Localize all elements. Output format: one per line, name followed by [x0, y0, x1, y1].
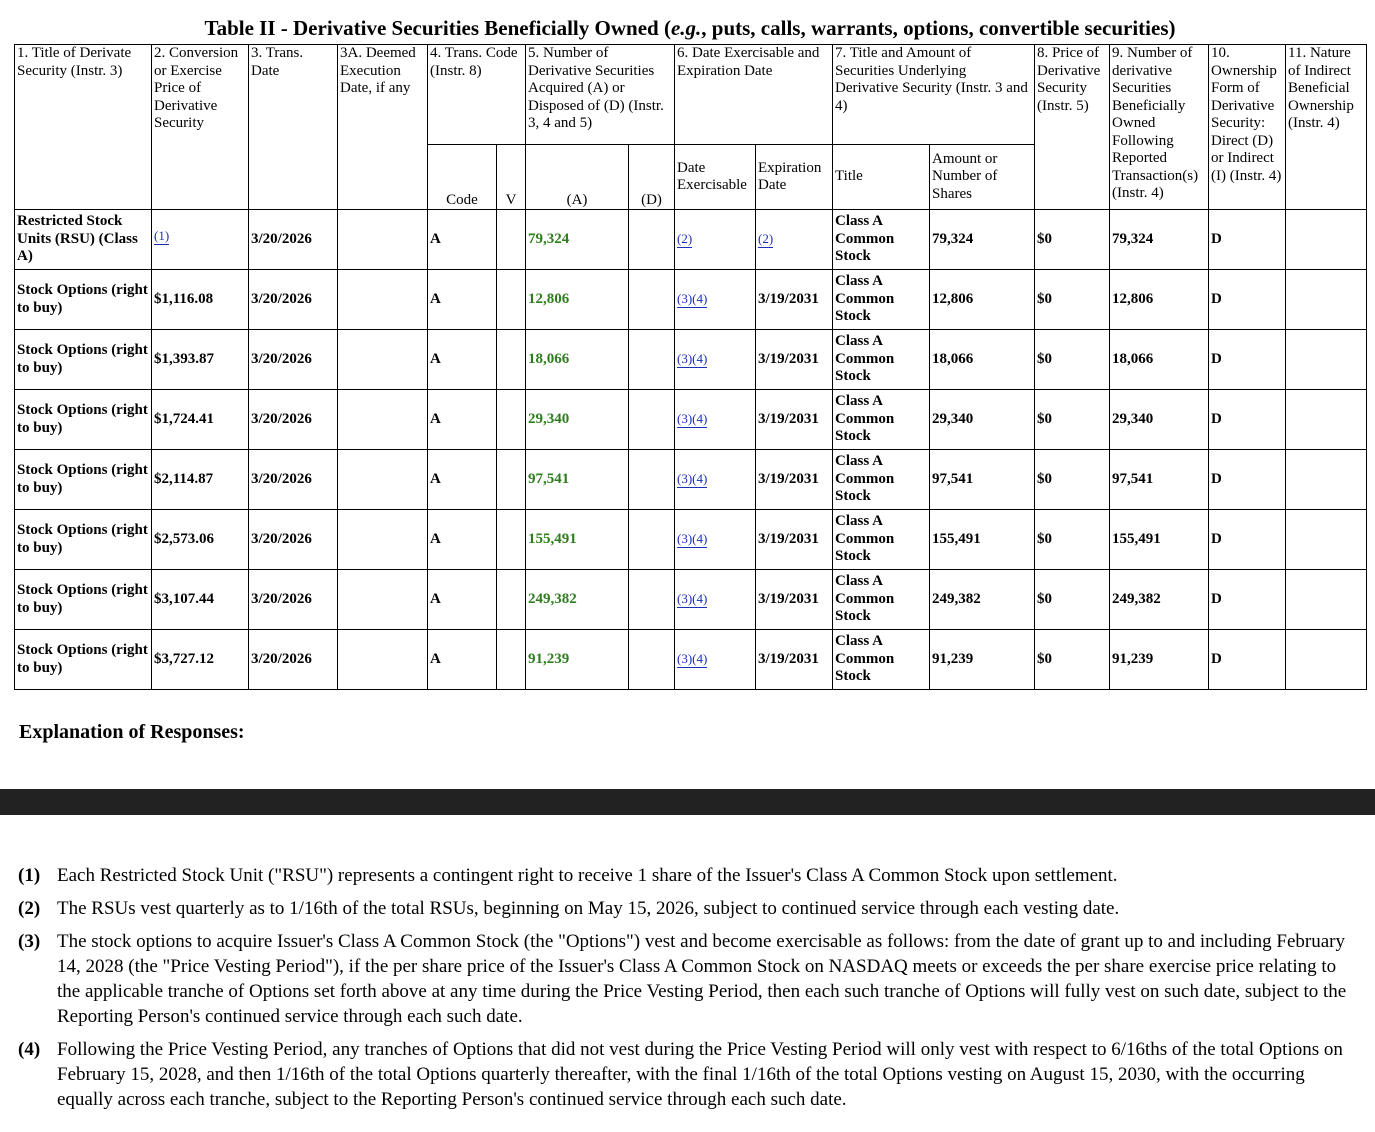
footnote-link[interactable]: (2)	[758, 231, 774, 247]
table-row	[15, 270, 1367, 330]
conversion-price: $3,107.44	[152, 570, 249, 630]
footnote-text: Following the Price Vesting Period, any tranches of Options that did not vest during the Price Vesting Period will only vest with respect to 6/16ths of the total Options on February 15, 2028, and then 1/16th of the total Options quarterly thereafter, with the final 1/16th of the total Options vesting on August 15, 2030, with the occurring equally across each tranche, subject to the Reporting Person's continued service through each such date.	[57, 1039, 1343, 1110]
amount-disposed	[629, 450, 675, 510]
table-row	[15, 630, 1367, 690]
table-row	[15, 570, 1367, 630]
header-expiration-date: Expiration Date	[756, 145, 833, 210]
expiration-date	[756, 210, 833, 270]
underlying-title: Class A Common Stock	[833, 630, 930, 690]
underlying-amount: 12,806	[930, 270, 1035, 330]
nature-of-ownership	[1286, 510, 1367, 570]
table-row	[15, 510, 1367, 570]
underlying-amount: 249,382	[930, 570, 1035, 630]
header-col11: 11. Nature of Indirect Beneficial Ownership (Instr. 4)	[1286, 45, 1367, 210]
underlying-title: Class A Common Stock	[833, 510, 930, 570]
trans-date: 3/20/2026	[249, 510, 338, 570]
footnote-id: (2)	[18, 898, 41, 919]
header-col3: 3. Trans. Date	[249, 45, 338, 210]
footnote-text: The stock options to acquire Issuer's Class A Common Stock (the "Options") vest and become exercisable as follows: from the date of grant up to and including February 14, 2028 (the "Price Vesting Period"), if the per share price of the Issuer's Class A Common Stock on NASDAQ meets or exceeds the per share exercise price relating to the applicable tranche of Options set forth above at any time during the Price Vesting Period, then each such tranche of Options will fully vest on such date, subject to the Reporting Person's continued service through each such date.	[57, 931, 1347, 1027]
underlying-amount: 18,066	[930, 330, 1035, 390]
conversion-price: $3,727.12	[152, 630, 249, 690]
amount-acquired: 97,541	[526, 450, 629, 510]
ownership-form: D	[1209, 570, 1286, 630]
ownership-form: D	[1209, 390, 1286, 450]
owned-following: 12,806	[1110, 270, 1209, 330]
trans-date: 3/20/2026	[249, 330, 338, 390]
trans-code: A	[428, 330, 497, 390]
trans-date: 3/20/2026	[249, 630, 338, 690]
deemed-date	[338, 630, 428, 690]
section-divider-bar	[0, 789, 1375, 815]
date-exercisable	[675, 210, 756, 270]
conversion-price: $2,573.06	[152, 510, 249, 570]
footnote-link[interactable]: (3)(4)	[677, 291, 708, 307]
table-row	[15, 450, 1367, 510]
underlying-amount: 79,324	[930, 210, 1035, 270]
trans-code: A	[428, 450, 497, 510]
footnote-id: (1)	[18, 865, 41, 886]
nature-of-ownership	[1286, 570, 1367, 630]
conversion-price	[152, 210, 249, 270]
nature-of-ownership	[1286, 330, 1367, 390]
expiration-date: 3/19/2031	[756, 630, 833, 690]
header-col4: 4. Trans. Code (Instr. 8)	[428, 45, 526, 145]
underlying-title: Class A Common Stock	[833, 570, 930, 630]
footnote-link[interactable]: (3)(4)	[677, 651, 708, 667]
footnote-link[interactable]: (1)	[154, 228, 170, 244]
derivative-price: $0	[1035, 570, 1110, 630]
expiration-date: 3/19/2031	[756, 390, 833, 450]
underlying-title: Class A Common Stock	[833, 270, 930, 330]
header-col1: 1. Title of Derivate Security (Instr. 3)	[15, 45, 152, 210]
table-title: Table II - Derivative Securities Beneficially Owned (e.g., puts, calls, warrants, options, convertible securities)	[204, 16, 1176, 40]
v-cell	[497, 210, 526, 270]
expiration-date: 3/19/2031	[756, 270, 833, 330]
amount-acquired: 249,382	[526, 570, 629, 630]
derivative-price: $0	[1035, 270, 1110, 330]
ownership-form: D	[1209, 450, 1286, 510]
owned-following: 155,491	[1110, 510, 1209, 570]
derivative-price: $0	[1035, 330, 1110, 390]
deemed-date	[338, 330, 428, 390]
ownership-form: D	[1209, 630, 1286, 690]
derivative-price: $0	[1035, 210, 1110, 270]
footnote-link[interactable]: (3)(4)	[677, 531, 708, 547]
footnote-text: The RSUs vest quarterly as to 1/16th of the total RSUs, beginning on May 15, 2026, subject to continued service through each vesting date.	[57, 898, 1120, 919]
footnote-link[interactable]: (3)(4)	[677, 411, 708, 427]
date-exercisable	[675, 450, 756, 510]
conversion-price: $2,114.87	[152, 450, 249, 510]
header-col5: 5. Number of Derivative Securities Acquired (A) or Disposed of (D) (Instr. 3, 4 and 5)	[526, 45, 675, 145]
footnote-item	[18, 863, 1363, 888]
trans-date: 3/20/2026	[249, 270, 338, 330]
owned-following: 97,541	[1110, 450, 1209, 510]
underlying-title: Class A Common Stock	[833, 330, 930, 390]
conversion-price: $1,116.08	[152, 270, 249, 330]
v-cell	[497, 450, 526, 510]
derivative-price: $0	[1035, 630, 1110, 690]
underlying-amount: 97,541	[930, 450, 1035, 510]
security-title: Stock Options (right to buy)	[15, 630, 152, 690]
expiration-date: 3/19/2031	[756, 450, 833, 510]
header-col6: 6. Date Exercisable and Expiration Date	[675, 45, 833, 145]
header-code: Code	[428, 145, 497, 210]
v-cell	[497, 570, 526, 630]
expiration-date: 3/19/2031	[756, 570, 833, 630]
security-title: Stock Options (right to buy)	[15, 450, 152, 510]
ownership-form: D	[1209, 330, 1286, 390]
header-col7: 7. Title and Amount of Securities Underlying Derivative Security (Instr. 3 and 4)	[833, 45, 1035, 145]
deemed-date	[338, 390, 428, 450]
nature-of-ownership	[1286, 270, 1367, 330]
derivative-price: $0	[1035, 450, 1110, 510]
header-v: V	[497, 145, 526, 210]
v-cell	[497, 330, 526, 390]
trans-code: A	[428, 210, 497, 270]
footnote-id: (4)	[18, 1039, 41, 1060]
amount-acquired: 12,806	[526, 270, 629, 330]
header-col2: 2. Conversion or Exercise Price of Derivative Security	[152, 45, 249, 210]
derivative-price: $0	[1035, 390, 1110, 450]
v-cell	[497, 630, 526, 690]
underlying-amount: 29,340	[930, 390, 1035, 450]
underlying-title: Class A Common Stock	[833, 390, 930, 450]
amount-disposed	[629, 330, 675, 390]
trans-date: 3/20/2026	[249, 390, 338, 450]
nature-of-ownership	[1286, 630, 1367, 690]
header-underlying-amount: Amount or Number of Shares	[930, 145, 1035, 210]
deemed-date	[338, 210, 428, 270]
trans-code: A	[428, 510, 497, 570]
trans-date: 3/20/2026	[249, 210, 338, 270]
amount-disposed	[629, 270, 675, 330]
header-date-exercisable: Date Exercisable	[675, 145, 756, 210]
nature-of-ownership	[1286, 390, 1367, 450]
conversion-price: $1,724.41	[152, 390, 249, 450]
footnote-link[interactable]: (3)(4)	[677, 351, 708, 367]
owned-following: 18,066	[1110, 330, 1209, 390]
conversion-price: $1,393.87	[152, 330, 249, 390]
trans-code: A	[428, 270, 497, 330]
date-exercisable	[675, 510, 756, 570]
deemed-date	[338, 450, 428, 510]
derivative-price: $0	[1035, 510, 1110, 570]
deemed-date	[338, 570, 428, 630]
footnote-item	[18, 896, 1363, 921]
footnotes-list	[18, 863, 1363, 1120]
ownership-form: D	[1209, 510, 1286, 570]
trans-code: A	[428, 570, 497, 630]
security-title: Stock Options (right to buy)	[15, 270, 152, 330]
security-title: Stock Options (right to buy)	[15, 390, 152, 450]
footnote-item	[18, 1037, 1363, 1112]
amount-disposed	[629, 510, 675, 570]
footnote-text: Each Restricted Stock Unit ("RSU") represents a contingent right to receive 1 share of the Issuer's Class A Common Stock upon settlement.	[57, 865, 1118, 886]
underlying-amount: 155,491	[930, 510, 1035, 570]
security-title: Stock Options (right to buy)	[15, 330, 152, 390]
trans-date: 3/20/2026	[249, 570, 338, 630]
deemed-date	[338, 270, 428, 330]
header-col8: 8. Price of Derivative Security (Instr. 5)	[1035, 45, 1110, 210]
owned-following: 91,239	[1110, 630, 1209, 690]
footnote-id: (3)	[18, 931, 41, 952]
date-exercisable	[675, 270, 756, 330]
date-exercisable	[675, 630, 756, 690]
owned-following: 249,382	[1110, 570, 1209, 630]
owned-following: 29,340	[1110, 390, 1209, 450]
trans-date: 3/20/2026	[249, 450, 338, 510]
trans-code: A	[428, 630, 497, 690]
security-title: Stock Options (right to buy)	[15, 570, 152, 630]
amount-disposed	[629, 630, 675, 690]
footnote-item	[18, 929, 1363, 1029]
table-row	[15, 390, 1367, 450]
amount-acquired: 29,340	[526, 390, 629, 450]
date-exercisable	[675, 390, 756, 450]
amount-acquired: 155,491	[526, 510, 629, 570]
footnote-link[interactable]: (3)(4)	[677, 471, 708, 487]
v-cell	[497, 270, 526, 330]
table-row	[15, 330, 1367, 390]
amount-disposed	[629, 210, 675, 270]
underlying-amount: 91,239	[930, 630, 1035, 690]
ownership-form: D	[1209, 270, 1286, 330]
date-exercisable	[675, 330, 756, 390]
v-cell	[497, 390, 526, 450]
amount-disposed	[629, 390, 675, 450]
header-col3a: 3A. Deemed Execution Date, if any	[338, 45, 428, 210]
header-disposed: (D)	[629, 145, 675, 210]
amount-acquired: 79,324	[526, 210, 629, 270]
footnote-link[interactable]: (3)(4)	[677, 591, 708, 607]
nature-of-ownership	[1286, 210, 1367, 270]
ownership-form: D	[1209, 210, 1286, 270]
owned-following: 79,324	[1110, 210, 1209, 270]
security-title: Restricted Stock Units (RSU) (Class A)	[15, 210, 152, 270]
header-col9: 9. Number of derivative Securities Beneficially Owned Following Reported Transaction(s) (Instr. 4)	[1110, 45, 1209, 210]
amount-acquired: 18,066	[526, 330, 629, 390]
deemed-date	[338, 510, 428, 570]
date-exercisable	[675, 570, 756, 630]
table-row	[15, 210, 1367, 270]
header-col10: 10. Ownership Form of Derivative Security: Direct (D) or Indirect (I) (Instr. 4)	[1209, 45, 1286, 210]
expiration-date: 3/19/2031	[756, 510, 833, 570]
derivative-securities-table	[14, 44, 1367, 690]
explanation-heading: Explanation of Responses:	[19, 721, 245, 743]
trans-code: A	[428, 390, 497, 450]
underlying-title: Class A Common Stock	[833, 450, 930, 510]
v-cell	[497, 510, 526, 570]
expiration-date: 3/19/2031	[756, 330, 833, 390]
underlying-title: Class A Common Stock	[833, 210, 930, 270]
footnote-link[interactable]: (2)	[677, 231, 693, 247]
header-acquired: (A)	[526, 145, 629, 210]
security-title: Stock Options (right to buy)	[15, 510, 152, 570]
nature-of-ownership	[1286, 450, 1367, 510]
amount-acquired: 91,239	[526, 630, 629, 690]
amount-disposed	[629, 570, 675, 630]
header-underlying-title: Title	[833, 145, 930, 210]
